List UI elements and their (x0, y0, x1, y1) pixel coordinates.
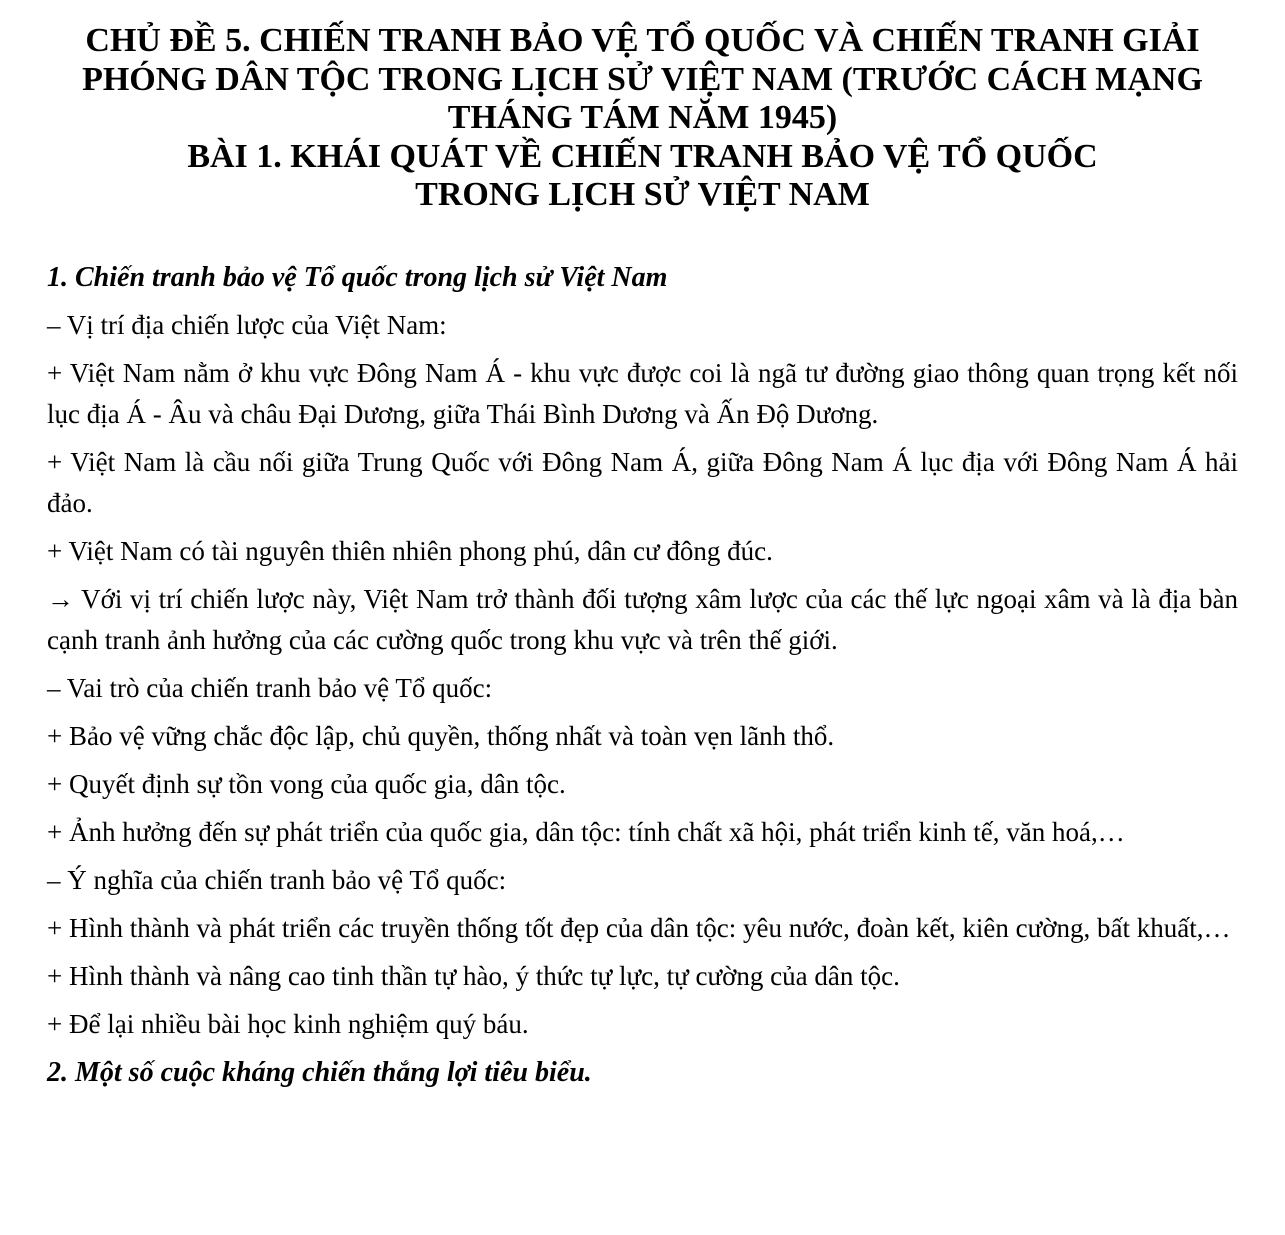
paragraph: + Việt Nam có tài nguyên thiên nhiên phong phú, dân cư đông đúc. (47, 535, 773, 566)
section-1-heading: 1. Chiến tranh bảo vệ Tổ quốc trong lịch sử Việt Nam (47, 261, 668, 293)
title-line: CHỦ ĐỀ 5. CHIẾN TRANH BẢO VỆ TỔ QUỐC VÀ CHIẾN TRANH GIẢI (85, 22, 1200, 59)
paragraph: – Ý nghĩa của chiến tranh bảo vệ Tổ quốc: (47, 864, 507, 895)
paragraph: + Việt Nam nằm ở khu vực Đông Nam Á - khu vực được coi là ngã tư đường giao thông quan trọng kết nối lục địa Á - Âu và châu Đại Dương, giữa Thái Bình Dương và Ấn Độ Dương. (47, 357, 1238, 429)
title-line: TRONG LỊCH SỬ VIỆT NAM (415, 176, 870, 213)
paragraph: – Vị trí địa chiến lược của Việt Nam: (47, 309, 447, 340)
section-2-heading: 2. Một số cuộc kháng chiến thắng lợi tiêu biểu. (47, 1056, 592, 1088)
paragraph: → Với vị trí chiến lược này, Việt Nam trở thành đối tượng xâm lược của các thế lực ngoại xâm và là địa bàn cạnh tranh ảnh hưởng của các cường quốc trong khu vực và trên thế giới. (47, 583, 1238, 655)
paragraph: + Hình thành và nâng cao tinh thần tự hào, ý thức tự lực, tự cường của dân tộc. (47, 960, 900, 991)
title-line: THÁNG TÁM NĂM 1945) (447, 99, 838, 136)
document-body (47, 257, 1238, 1100)
document-title (47, 0, 1238, 215)
paragraph: + Ảnh hưởng đến sự phát triển của quốc gia, dân tộc: tính chất xã hội, phát triển kinh tế, văn hoá,… (47, 816, 1125, 847)
title-line: PHÓNG DÂN TỘC TRONG LỊCH SỬ VIỆT NAM (TRƯỚC CÁCH MẠNG (82, 60, 1203, 98)
paragraph: + Hình thành và phát triển các truyền thống tốt đẹp của dân tộc: yêu nước, đoàn kết, kiên cường, bất khuất,… (47, 912, 1231, 943)
title-line: BÀI 1. KHÁI QUÁT VỀ CHIẾN TRANH BẢO VỆ TỔ QUỐC (187, 137, 1098, 175)
paragraph: + Quyết định sự tồn vong của quốc gia, dân tộc. (47, 768, 566, 799)
paragraph: – Vai trò của chiến tranh bảo vệ Tổ quốc: (47, 672, 493, 703)
paragraph: + Bảo vệ vững chắc độc lập, chủ quyền, thống nhất và toàn vẹn lãnh thổ. (47, 720, 835, 751)
paragraph: + Để lại nhiều bài học kinh nghiệm quý báu. (47, 1008, 529, 1039)
paragraph: + Việt Nam là cầu nối giữa Trung Quốc với Đông Nam Á, giữa Đông Nam Á lục địa với Đông Nam Á hải đảo. (47, 446, 1238, 518)
